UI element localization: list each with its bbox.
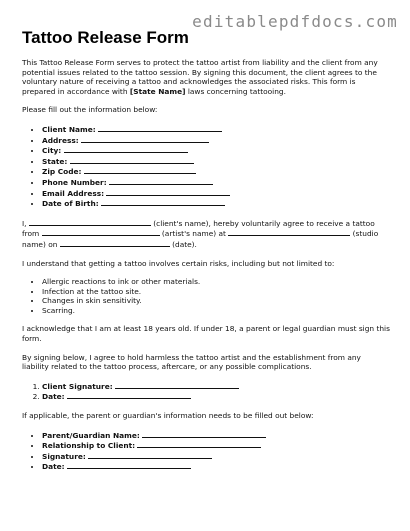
intro-text-end: laws concerning tattooing. [185,86,286,96]
state-line[interactable] [70,156,194,164]
risk-item: • Allergic reactions to ink or other materials. [42,277,390,287]
risks-list [22,277,390,315]
state-name-placeholder: [State Name] [129,86,186,96]
zip-line[interactable] [84,166,196,174]
consent-date-line[interactable] [60,239,170,247]
field-guardian-name: • Parent/Guardian Name: [42,430,390,441]
field-client-signature: 1. Client Signature: [42,381,390,392]
field-city: • City: [42,145,390,156]
client-name-line[interactable] [98,124,222,132]
risks-intro: I understand that getting a tattoo involves certain risks, including but not limited to: [22,258,335,268]
fill-prompt: Please fill out the information below: [22,105,158,115]
field-client-name: • Client Name: [42,124,390,135]
city-line[interactable] [64,145,188,153]
studio-name-line[interactable] [228,228,350,236]
site-watermark: editablepdfdocs.com [192,12,398,31]
guardian-info-list [22,430,390,472]
risk-item: • Changes in skin sensitivity. [42,296,390,306]
intro-paragraph [22,58,390,96]
client-signature-line[interactable] [115,381,239,389]
field-state: • State: [42,156,390,167]
guardian-name-line[interactable] [142,430,266,438]
signature-date-line[interactable] [67,391,191,399]
risk-item: • Scarring. [42,306,390,316]
client-name-consent-line[interactable] [29,218,151,226]
field-email: • Email Address: [42,188,390,199]
guardian-signature-line[interactable] [88,451,212,459]
age-acknowledgement: I acknowledge that I am at least 18 years old. If under 18, a parent or legal guardian must sign this form. [22,324,390,344]
dob-line[interactable] [101,198,225,206]
field-relationship: • Relationship to Client: [42,440,390,451]
field-signature-date: 2. Date: [42,391,390,402]
field-phone: • Phone Number: [42,177,390,188]
consent-paragraph: I, (client's name), hereby voluntarily agree to receive a tattoo from (artist's name) at (studio name) on (date). [22,218,379,249]
email-line[interactable] [106,188,230,196]
guardian-intro: If applicable, the parent or guardian's information needs to be filled out below: [22,411,314,421]
page-title: Tattoo Release Form [22,28,189,47]
risk-item: • Infection at the tattoo site. [42,287,390,297]
signature-list [22,381,390,402]
form-document [22,28,390,481]
hold-harmless-paragraph: By signing below, I agree to hold harmless the tattoo artist and the establishment from any liability related to the tattoo process, aftercare, or any possible complications. [22,352,361,372]
artist-name-line[interactable] [42,228,160,236]
field-address: • Address: [42,135,390,146]
field-dob: • Date of Birth: [42,198,390,209]
client-info-list [22,124,390,209]
field-zip: • Zip Code: [42,166,390,177]
field-guardian-signature: • Signature: [42,451,390,462]
phone-line[interactable] [109,177,213,185]
address-line[interactable] [81,135,209,143]
field-guardian-date: • Date: [42,461,390,472]
intro-text-start: This Tattoo Release Form serves to protect the tattoo artist from liability and the client from any potential issues related to the tattoo session. By signing this document, the client agrees to the voluntary nature of receiving a tattoo and acknowledges the associated risks. This form is prepared in accordance with [22,58,378,96]
guardian-date-line[interactable] [67,461,191,469]
relationship-line[interactable] [137,440,261,448]
